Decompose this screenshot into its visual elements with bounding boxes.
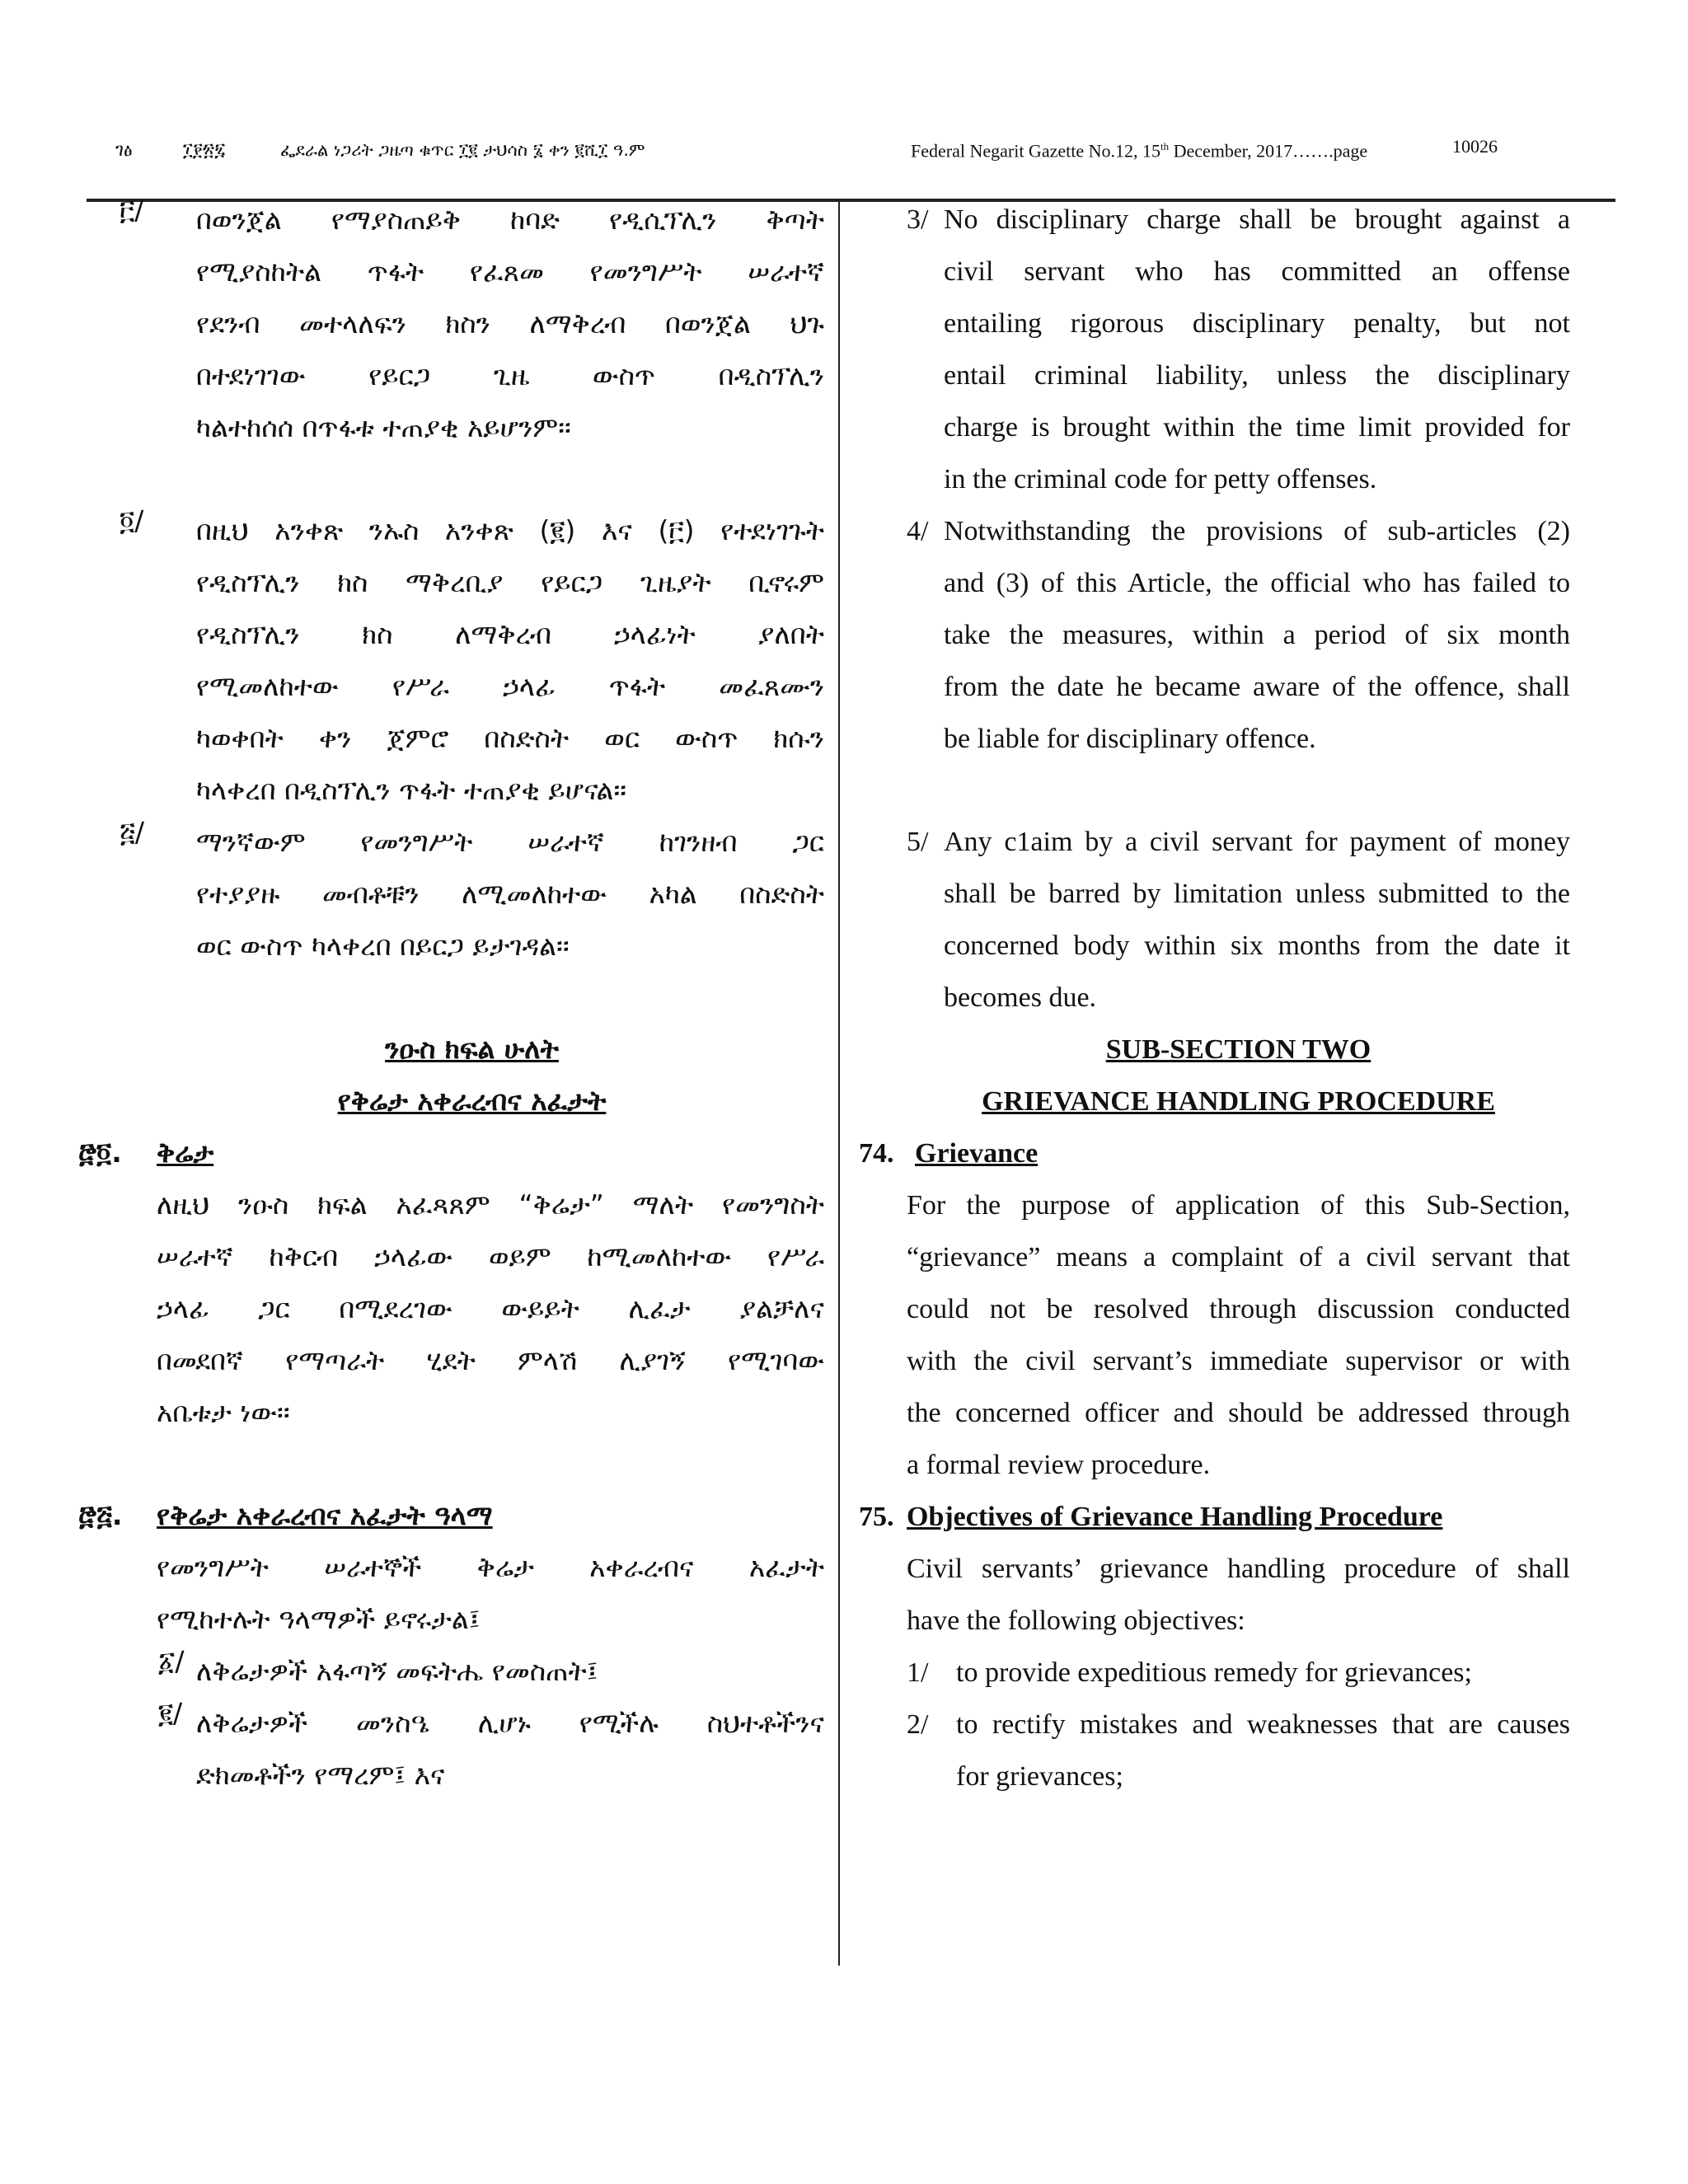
text-line: በተደነገገው የይርጋ ጊዜ ውስጥ በዲስፕሊን xyxy=(196,359,824,391)
text-line: be liable for disciplinary offence. xyxy=(944,724,1316,754)
en-article-74-num: 74. xyxy=(859,1138,894,1169)
am-article-75-num: ፸፭. xyxy=(78,1499,123,1531)
text-line: entail criminal liability, unless the disciplinary xyxy=(944,360,1570,391)
en-item-5 xyxy=(907,816,1570,1024)
text-line: “grievance” means a complaint of a civil servant that xyxy=(907,1242,1570,1272)
am-art75-item-1-num: ፩/ xyxy=(158,1645,185,1677)
text-line: a formal review procedure. xyxy=(907,1450,1211,1480)
text-line: የሚከተሉት ዓላማዎች ይኖሩታል፤ xyxy=(157,1603,481,1635)
en-art75-item-1-text xyxy=(956,1647,1570,1699)
en-article-75-num: 75. xyxy=(859,1502,894,1532)
text-line: could not be resolved through discussion conducted xyxy=(907,1294,1570,1324)
am-article-74-num: ፸፬. xyxy=(78,1137,122,1169)
text-line: Notwithstanding the provisions of sub-articles (2) xyxy=(944,516,1570,546)
text-line: becomes due. xyxy=(944,982,1097,1013)
en-art75-item-1 xyxy=(907,1647,1570,1699)
text-line: Civil servants’ grievance handling procedure of shall xyxy=(907,1554,1570,1584)
text-line: to provide expeditious remedy for grievances; xyxy=(956,1657,1472,1688)
text-line: in the criminal code for petty offenses. xyxy=(944,464,1377,494)
text-line: ድክመቶችን የማረም፤ እና xyxy=(196,1759,445,1791)
text-line: ለቅሬታዎች መንስዔ ሊሆኑ የሚችሉ ስህተቶችንና xyxy=(196,1707,824,1739)
text-line: ማንኛውም የመንግሥት ሠራተኛ ከገንዘብ ጋር xyxy=(196,826,824,858)
am-art75-item-1-text xyxy=(196,1645,824,1697)
column-divider xyxy=(838,202,840,1966)
text-line: ወር ውስጥ ካላቀረበ በይርጋ ይታገዳል፡፡ xyxy=(196,930,570,962)
header-page-number-geez: ፲፻፳፯ xyxy=(183,140,226,161)
text-line: from the date he became aware of the offence, shall xyxy=(944,672,1570,702)
en-item-3 xyxy=(907,194,1570,505)
text-line: for grievances; xyxy=(956,1761,1123,1792)
am-art75-item-1 xyxy=(120,1645,824,1697)
en-item-4-text xyxy=(944,505,1570,765)
text-line: Any c1aim by a civil servant for payment of money xyxy=(944,827,1570,857)
header-gazette-english: Federal Negarit Gazette No.12, 15th December, 2017…….page xyxy=(911,140,1368,162)
en-item-4-num: 4/ xyxy=(907,516,929,546)
en-article-74-title: Grievance xyxy=(915,1138,1039,1169)
text-line: charge is brought within the time limit provided for xyxy=(944,412,1570,443)
am-item-4-num: ፬/ xyxy=(120,504,144,537)
text-line: አቤቱታ ነው፡፡ xyxy=(157,1396,290,1428)
am-item-3 xyxy=(120,194,824,453)
header-gazette-amharic: ፌደራል ነጋሪት ጋዜጣ ቁጥር ፲፪ ታህሳስ ፮ ቀን ፪ሺ፲ ዓ.ም xyxy=(280,140,645,160)
text-line: የሚያስከትል ጥፋት የፈጸመ የመንግሥት ሠራተኛ xyxy=(196,255,824,288)
en-article-74-text xyxy=(907,1179,1570,1491)
text-line: with the civil servant’s immediate supervisor or with xyxy=(907,1346,1570,1376)
en-article-75-text xyxy=(907,1543,1570,1647)
am-art75-item-2-text xyxy=(196,1697,824,1801)
text-line: to rectify mistakes and weaknesses that are causes xyxy=(956,1709,1570,1740)
text-line: For the purpose of application of this Sub-Section, xyxy=(907,1190,1570,1221)
text-line: ለዚህ ንዑስ ክፍል አፈጻጸም “ቅሬታ” ማለት የመንግስት xyxy=(157,1188,824,1221)
en-art75-item-2-text xyxy=(956,1699,1570,1802)
text-line: የተያያዙ መብቶቹን ለሚመለከተው አካል በስድስት xyxy=(196,878,824,910)
en-article-75 xyxy=(859,1491,1570,1543)
am-article-74-title: ቅሬታ xyxy=(157,1137,214,1169)
am-item-4-text xyxy=(196,504,824,816)
text-line: civil servant who has committed an offense xyxy=(944,256,1570,287)
am-article-75 xyxy=(78,1489,824,1541)
en-subsection-subtitle: GRIEVANCE HANDLING PROCEDURE xyxy=(982,1086,1495,1117)
text-line: concerned body within six months from the date it xyxy=(944,930,1570,961)
am-article-74-text xyxy=(120,1179,824,1438)
text-line: በዚህ አንቀጽ ንኡስ አንቀጽ (፪) እና (፫) የተደነገጉት xyxy=(196,514,824,546)
am-article-74 xyxy=(78,1127,824,1179)
am-item-3-num: ፫/ xyxy=(120,194,144,226)
text-line: በወንጀል የማያስጠይቅ ከባድ የዲሲፕሊን ቅጣት xyxy=(196,204,824,236)
am-subsection-title: ንዑስ ክፍል ሁለት xyxy=(385,1033,559,1065)
text-line: the concerned officer and should be addressed through xyxy=(907,1398,1570,1428)
am-item-3-text xyxy=(196,194,824,453)
text-line: entailing rigorous disciplinary penalty, but not xyxy=(944,308,1570,339)
am-item-4 xyxy=(120,504,824,816)
en-art75-item-2-num: 2/ xyxy=(907,1709,929,1740)
text-line: ካላቀረበ በዲስፕሊን ጥፋት ተጠያቂ ይሆናል፡፡ xyxy=(196,774,627,806)
text-line: take the measures, within a period of six month xyxy=(944,620,1570,650)
text-line: ሠራተኛ ከቅርብ ኃላፊው ወይም ከሚመለከተው የሥራ xyxy=(157,1240,824,1272)
en-art75-item-1-num: 1/ xyxy=(907,1657,929,1688)
en-item-3-text xyxy=(944,194,1570,505)
en-art75-item-2 xyxy=(907,1699,1570,1802)
text-line: የሚመለከተው የሥራ ኃላፊ ጥፋት መፈጸሙን xyxy=(196,670,824,702)
am-article-75-title: የቅሬታ አቀራረብና አፈታት ዓላማ xyxy=(157,1499,493,1531)
am-art75-item-2 xyxy=(120,1697,824,1801)
en-item-5-text xyxy=(944,816,1570,1024)
am-item-5 xyxy=(120,816,824,972)
en-item-4 xyxy=(907,505,1570,765)
text-line: have the following objectives: xyxy=(907,1605,1245,1636)
text-line: የመንግሥት ሠራተኞች ቅሬታ አቀራረብና አፈታት xyxy=(157,1551,824,1583)
en-item-5-num: 5/ xyxy=(907,827,929,857)
en-subsection-title: SUB-SECTION TWO xyxy=(1105,1034,1372,1065)
header-page-number: 10026 xyxy=(1452,136,1498,157)
amharic-column xyxy=(78,194,824,1801)
text-line: የዲስፕሊን ክስ ለማቅረብ ኃላፊነት ያለበት xyxy=(196,618,824,650)
text-line: ኃላፊ ጋር በሚደረገው ውይይት ሊፈታ ያልቻለና xyxy=(157,1292,824,1324)
en-article-75-title: Objectives of Grievance Handling Procedure xyxy=(907,1502,1443,1532)
text-line: No disciplinary charge shall be brought against a xyxy=(944,204,1570,235)
en-article-74 xyxy=(859,1127,1570,1179)
text-line: and (3) of this Article, the official who has failed to xyxy=(944,568,1570,598)
text-line: ለቅሬታዎች አፋጣኝ መፍትሔ የመስጠት፤ xyxy=(196,1655,598,1687)
text-line: ካወቀበት ቀን ጀምሮ በስድስት ወር ውስጥ ክሱን xyxy=(196,722,824,754)
text-line: የዲስፕሊን ክስ ማቅረቢያ የይርጋ ጊዜያት ቢኖሩም xyxy=(196,566,824,598)
text-line: የደንብ መተላለፍን ክስን ለማቅረብ በወንጀል ህጉ xyxy=(196,307,824,340)
am-subsection-subtitle: የቅሬታ አቀራረብና አፈታት xyxy=(337,1085,607,1117)
header-page-label: ገፅ xyxy=(115,140,133,161)
text-line: shall be barred by limitation unless submitted to the xyxy=(944,879,1570,909)
am-item-5-text xyxy=(196,816,824,972)
am-article-75-text xyxy=(120,1541,824,1645)
en-item-3-num: 3/ xyxy=(907,204,929,235)
english-column xyxy=(859,194,1570,1802)
text-line: ካልተከሰሰ በጥፋቱ ተጠያቂ አይሆንም፡፡ xyxy=(196,411,571,443)
text-line: በመደበኛ የማጣራት ሂደት ምላሽ ሊያገኝ የሚገባው xyxy=(157,1344,824,1376)
am-item-5-num: ፭/ xyxy=(120,816,145,848)
am-art75-item-2-num: ፪/ xyxy=(158,1697,183,1729)
